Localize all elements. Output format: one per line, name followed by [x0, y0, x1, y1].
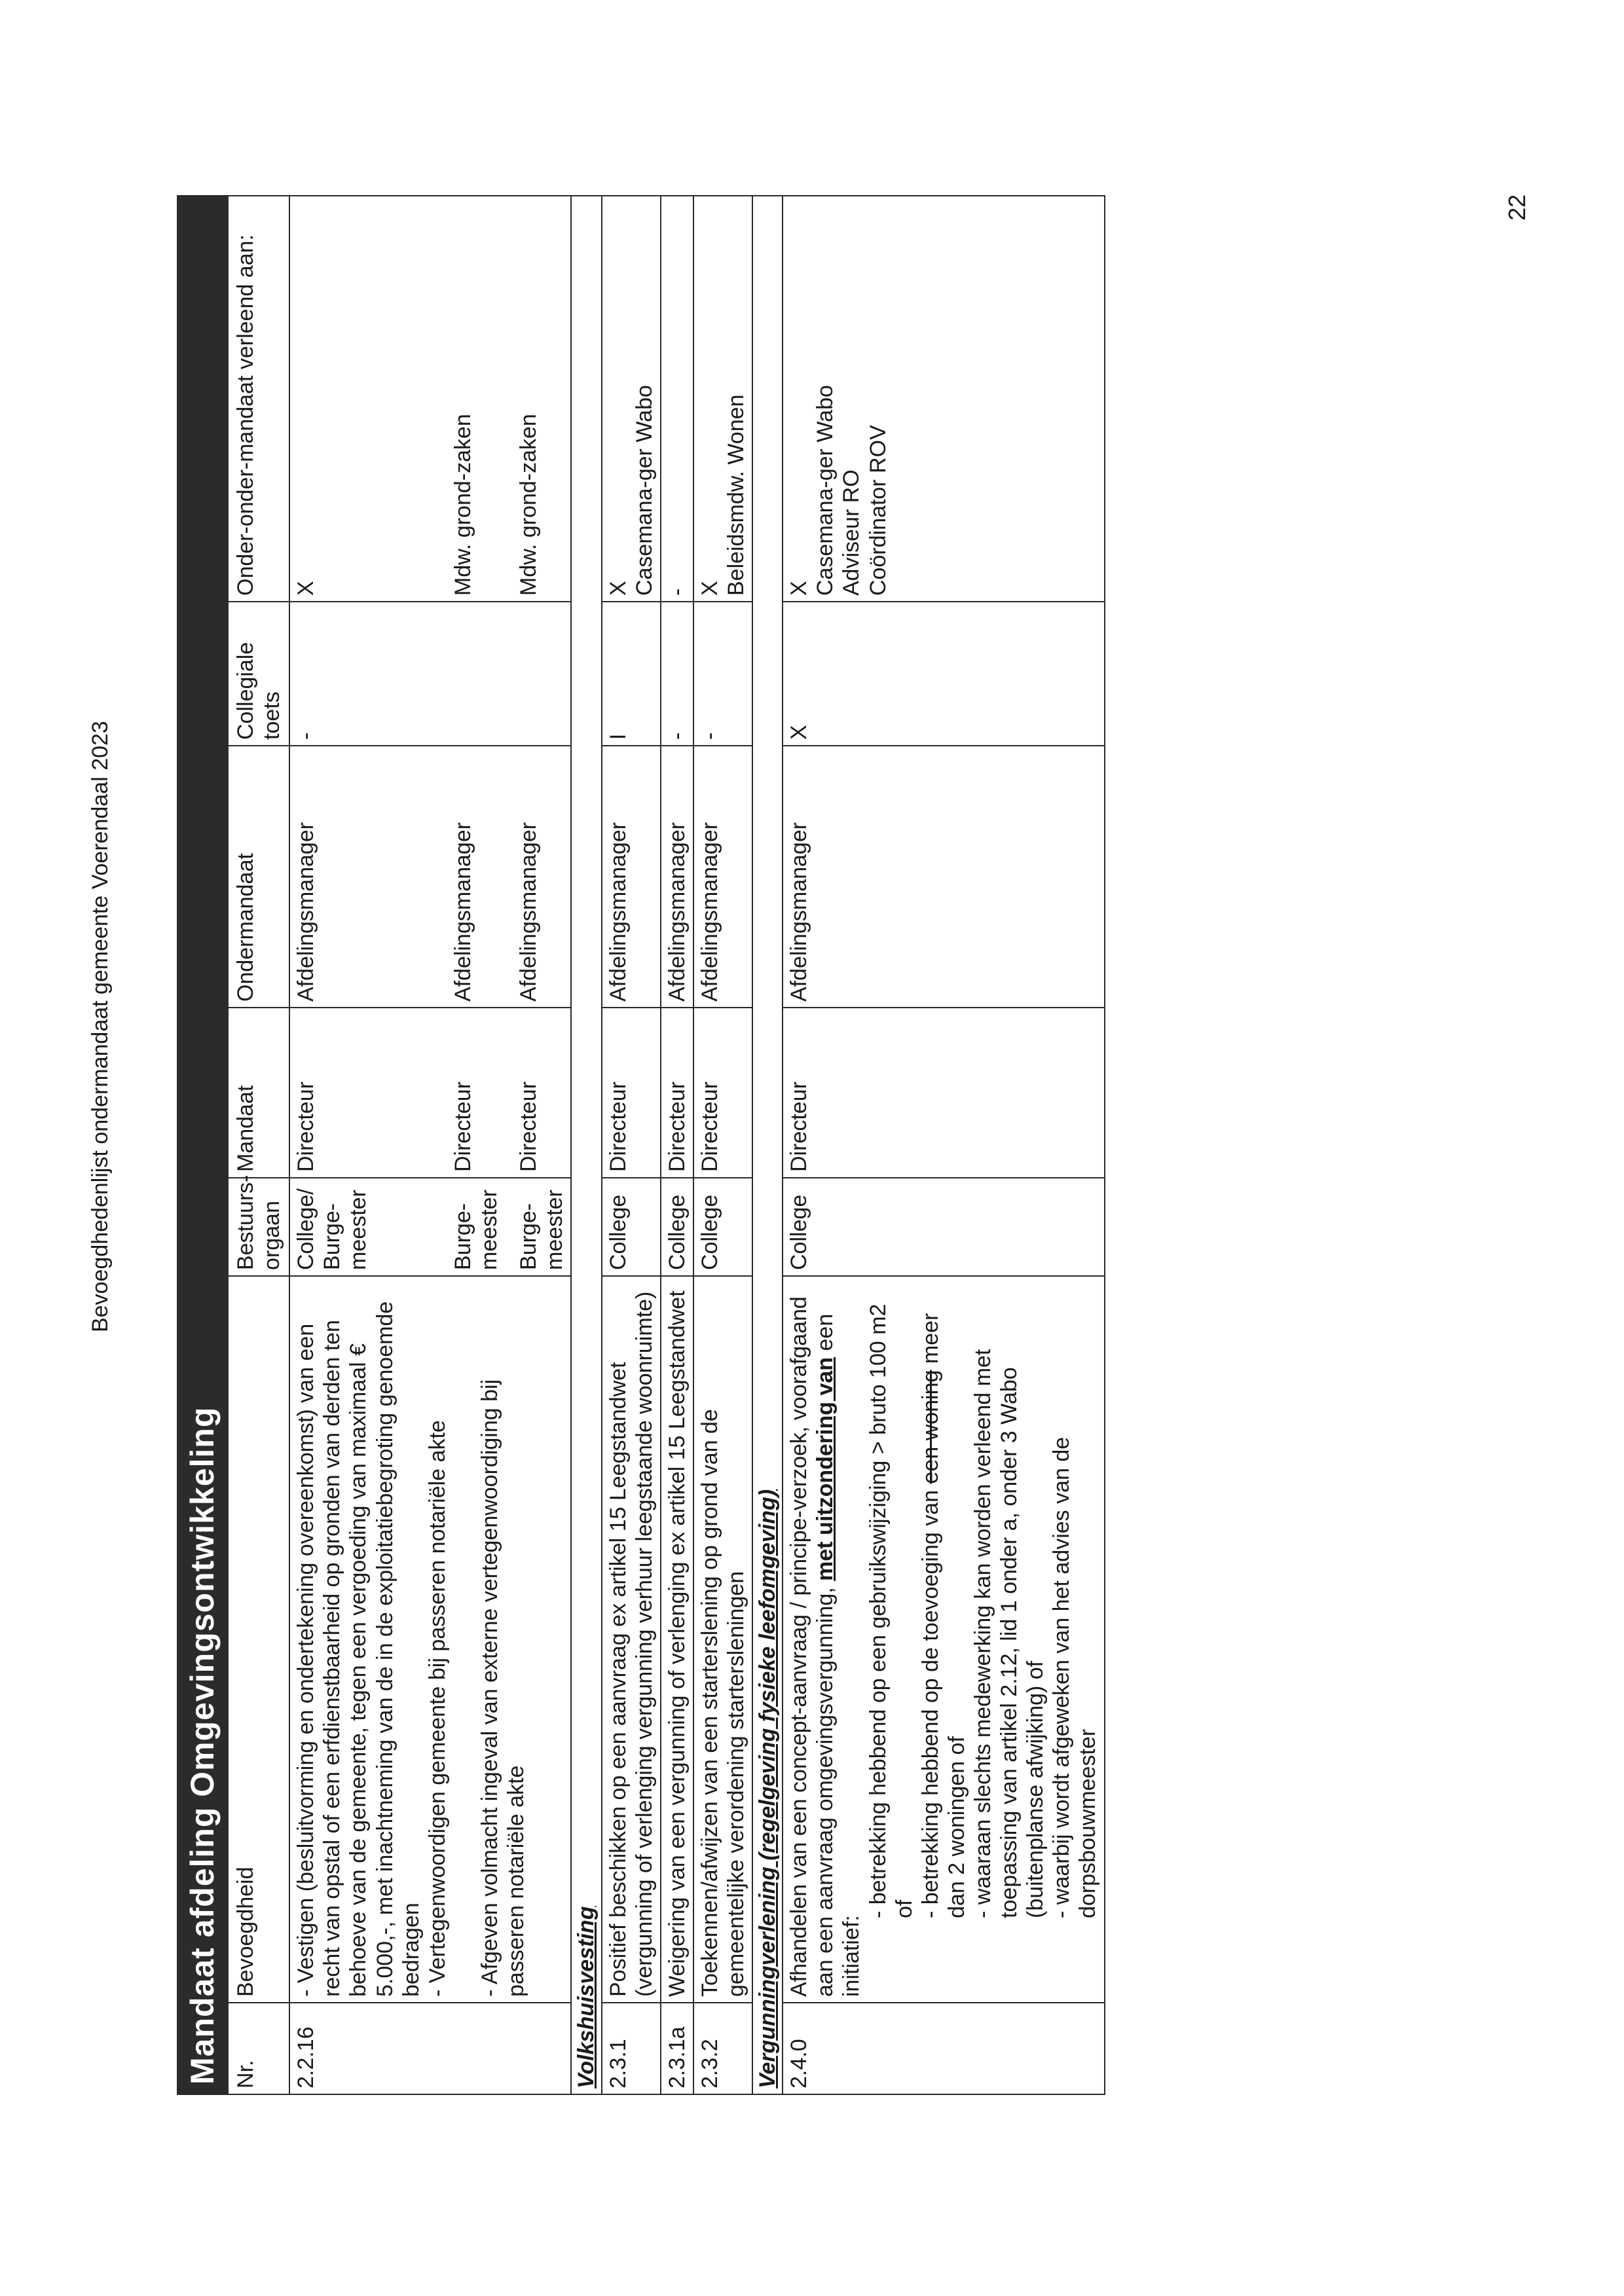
table-row — [661, 196, 693, 2094]
onder-ondermandaat-value: Casemana-ger Wabo — [631, 385, 657, 596]
bevoegdheid-exception: met uitzondering van — [813, 1357, 838, 1581]
row-bevoegdheid — [289, 1276, 571, 2003]
row-bevoegdheid: Positief beschikken op een aanvraag ex artikel 15 Leegstandwet (vergunning of verlenging vergunning verhuur leegstaande woonruimte) — [602, 1276, 661, 2003]
row-ondermandaat — [289, 746, 571, 1008]
row-bevoegdheid: Weigering van een vergunning of verlenging ex artikel 15 Leegstandwet — [661, 1276, 693, 2003]
ondermandaat-value: Afdelingsmanager — [293, 822, 319, 1002]
row-mandaat: Directeur — [602, 1008, 661, 1178]
bevoegdheid-item: - Vestigen (besluitvorming en ondertekening overeenkomst) van een recht van opstal of een erfdienstbaarheid op gronden van derden ten behoeve van de gemeente, tegen een vergoeding van maximaal € 5.000,-, met inachtneming van de in de exploitatiebegroting genoemde bedragen — [293, 1301, 424, 1997]
onder-ondermandaat-mark: X — [605, 581, 631, 596]
column-header-row — [228, 196, 289, 2094]
row-bestuursorgaan — [289, 1178, 571, 1276]
onder-ondermandaat-value: Beleidsmdw. Wonen — [723, 394, 748, 596]
row-bestuursorgaan: College — [661, 1178, 693, 1276]
table-row — [289, 196, 571, 2094]
onder-ondermandaat-value: Coördinator ROV — [865, 425, 891, 596]
row-bestuursorgaan: College — [602, 1178, 661, 1276]
onder-ondermandaat-mark: X — [786, 581, 812, 596]
rotated-table-page — [177, 196, 1401, 2095]
section-title-vergunningverlening: Vergunningverlening (regelgeving fysieke leefomgeving) — [752, 196, 783, 2094]
exception-item: - betrekking hebbend op een gebruikswijziging > bruto 100 m2 of — [865, 1303, 917, 1918]
table-row — [693, 196, 752, 2094]
row-collegiale-toets: - — [289, 602, 571, 746]
onder-ondermandaat-value: X — [293, 581, 319, 596]
row-mandaat: Directeur — [693, 1008, 752, 1178]
onder-ondermandaat-mark: X — [697, 581, 722, 596]
section-row — [752, 196, 783, 2094]
row-onder-ondermandaat — [602, 196, 661, 602]
row-bevoegdheid: Toekennen/afwijzen van een starterslening op grond van de gemeentelijke verordening startersleningen — [693, 1276, 752, 2003]
row-nr: 2.3.2 — [693, 2003, 752, 2094]
col-header-mandaat: Mandaat — [228, 1008, 289, 1178]
mandaat-value: Directeur — [451, 1082, 476, 1172]
row-collegiale-toets: - — [693, 602, 752, 746]
row-collegiale-toets: - — [661, 602, 693, 746]
ondermandaat-value: Afdelingsmanager — [516, 822, 542, 1002]
onder-ondermandaat-value: Mdw. grond-zaken — [516, 414, 542, 596]
page-number: 22 — [1504, 194, 1530, 221]
row-nr: 2.3.1a — [661, 2003, 693, 2094]
exception-item — [917, 1282, 970, 1997]
table-title: Mandaat afdeling Omgevingsontwikkeling — [177, 196, 228, 2094]
bestuursorgaan-value: Burge-meester — [451, 1190, 502, 1270]
bevoegdheid-text: een initiatief: — [813, 1313, 864, 1997]
bestuursorgaan-value: Burge-meester — [516, 1190, 568, 1270]
row-onder-ondermandaat — [783, 196, 1104, 602]
row-collegiale-toets: X — [783, 602, 1104, 746]
mandate-table — [177, 195, 1105, 2095]
row-ondermandaat: Afdelingsmanager — [602, 746, 661, 1008]
row-ondermandaat: Afdelingsmanager — [661, 746, 693, 1008]
exception-item: - waaraan slechts medewerking kan worden verleend met toepassing van artikel 2.12, lid 1 onder a, onder 3 Wabo (buitenplanse afwijking) of — [970, 1349, 1048, 1918]
col-header-bestuursorgaan: Bestuurs-orgaan — [228, 1178, 289, 1276]
row-nr: 2.2.16 — [289, 2003, 571, 2094]
row-collegiale-toets: I — [602, 602, 661, 746]
onder-ondermandaat-value: Casemana-ger Wabo — [813, 385, 838, 596]
row-onder-ondermandaat — [289, 196, 571, 602]
exception-item: - waarbij wordt afgeweken van het advies van de dorpsbouwmeester — [1049, 1436, 1101, 1918]
row-nr: 2.3.1 — [602, 2003, 661, 2094]
row-bevoegdheid — [783, 1276, 1104, 2003]
row-mandaat: Directeur — [783, 1008, 1104, 1178]
row-mandaat — [289, 1008, 571, 1178]
bevoegdheid-item: - Vertegenwoordigen gemeente bij passeren notariële akte — [424, 1420, 450, 1997]
col-header-ondermandaat: Ondermandaat — [228, 746, 289, 1008]
row-bestuursorgaan: College — [783, 1178, 1104, 1276]
table-row — [602, 196, 661, 2094]
mandaat-value: Directeur — [293, 1082, 319, 1172]
onder-ondermandaat-value: Mdw. grond-zaken — [451, 414, 476, 596]
mandaat-value: Directeur — [516, 1082, 542, 1172]
col-header-collegiale-toets: Collegiale toets — [228, 602, 289, 746]
table-row — [783, 196, 1104, 2094]
exception-item-text: - betrekking hebbend op de toevoeging van — [917, 1489, 943, 1918]
onder-ondermandaat-value: Adviseur RO — [839, 469, 864, 596]
col-header-bevoegdheid: Bevoegdheid — [228, 1276, 289, 2003]
row-mandaat: Directeur — [661, 1008, 693, 1178]
ondermandaat-value: Afdelingsmanager — [451, 822, 476, 1002]
row-nr: 2.4.0 — [783, 2003, 1104, 2094]
struck-text: een woning — [917, 1370, 943, 1484]
row-ondermandaat: Afdelingsmanager — [783, 746, 1104, 1008]
exception-item-text: meer dan 2 woningen of — [917, 1313, 969, 1918]
bevoegdheid-item: - Afgeven volmacht ingeval van externe vertegenwoordiging bij passeren notariële akte — [477, 1379, 528, 1997]
bevoegdheid-text: Afhandelen van een concept-aanvraag / principe-verzoek, voorafgaand aan een aanvraag omgevingsvergunning, — [786, 1296, 838, 1997]
bestuursorgaan-value: College/ Burge-meester — [293, 1188, 371, 1270]
section-row — [571, 196, 601, 2094]
row-onder-ondermandaat — [693, 196, 752, 602]
row-ondermandaat: Afdelingsmanager — [693, 746, 752, 1008]
row-onder-ondermandaat: - — [661, 196, 693, 602]
section-title-volkshuisvesting: Volkshuisvesting — [571, 196, 601, 2094]
col-header-nr: Nr. — [228, 2003, 289, 2094]
document-header: Bevoegdhedenlijst ondermandaat gemeente Voerendaal 2023 — [88, 721, 113, 1332]
col-header-onder-ondermandaat: Onder-onder-mandaat verleend aan: — [228, 196, 289, 602]
row-bestuursorgaan: College — [693, 1178, 752, 1276]
